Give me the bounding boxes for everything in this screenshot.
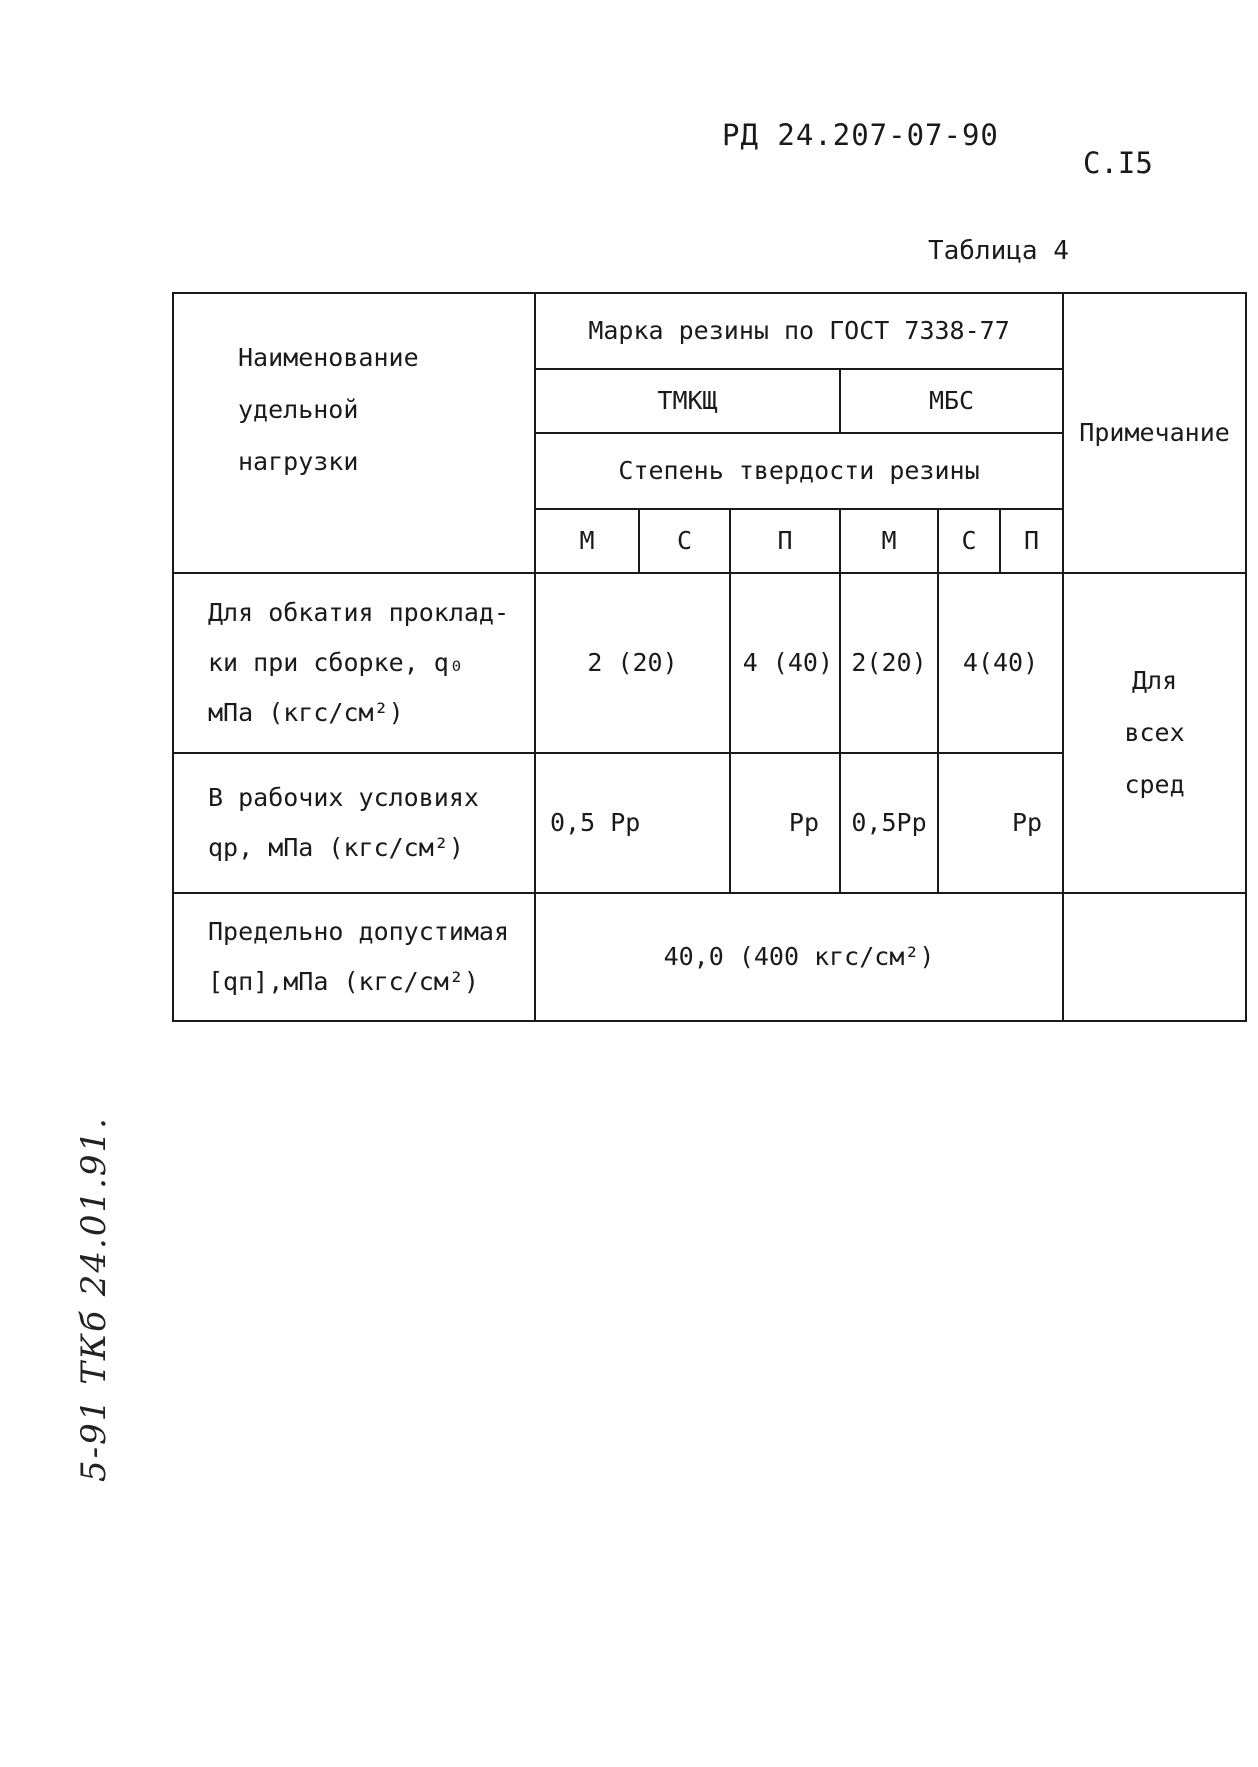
table-row [173, 573, 1246, 753]
value-mbs-m: 2(20) [840, 573, 938, 753]
hardness-m-1: М [535, 509, 639, 573]
table-row [173, 893, 1246, 1021]
note-all-media: Для всех сред [1063, 573, 1246, 893]
value-mbs-m: 0,5Pр [840, 753, 938, 893]
note-empty [1063, 893, 1246, 1021]
value-tmksch-ms: 0,5 Pр [535, 753, 730, 893]
note-header: Примечание [1063, 293, 1246, 573]
load-name-header: Наименование удельной нагрузки [173, 293, 535, 573]
document-code: РД 24.207-07-90 [722, 118, 999, 152]
hardness-p-2: П [1000, 509, 1063, 573]
hardness-header: Степень твердости резины [535, 433, 1063, 509]
hardness-s-2: С [938, 509, 1000, 573]
value-tmksch-ms: 2 (20) [535, 573, 730, 753]
value-tmksch-p: Pр [730, 753, 840, 893]
row-label-limit: Предельно допустимая [qп],мПа (кгс/см²) [173, 893, 535, 1021]
value-tmksch-p: 4 (40) [730, 573, 840, 753]
page-number: С.I5 [1083, 146, 1153, 180]
value-mbs-sp: Pр [938, 753, 1063, 893]
row-label-working: В рабочих условиях qр, мПа (кгс/см²) [173, 753, 535, 893]
row-label-assembly: Для обкатия проклад- ки при сборке, q₀ мПа (кгс/см²) [173, 573, 535, 753]
handwritten-margin-note: 5-91 ТКб 24.01.91. [74, 1116, 114, 1482]
load-table [172, 292, 1247, 1022]
hardness-m-2: М [840, 509, 938, 573]
brand-mbs: МБС [840, 369, 1063, 433]
hardness-s-1: С [639, 509, 730, 573]
value-limit: 40,0 (400 кгс/см²) [535, 893, 1063, 1021]
brand-tmksch: ТМКЩ [535, 369, 840, 433]
hardness-p-1: П [730, 509, 840, 573]
rubber-brand-header: Марка резины по ГОСТ 7338-77 [535, 293, 1063, 369]
value-mbs-sp: 4(40) [938, 573, 1063, 753]
table-caption: Таблица 4 [928, 236, 1069, 266]
